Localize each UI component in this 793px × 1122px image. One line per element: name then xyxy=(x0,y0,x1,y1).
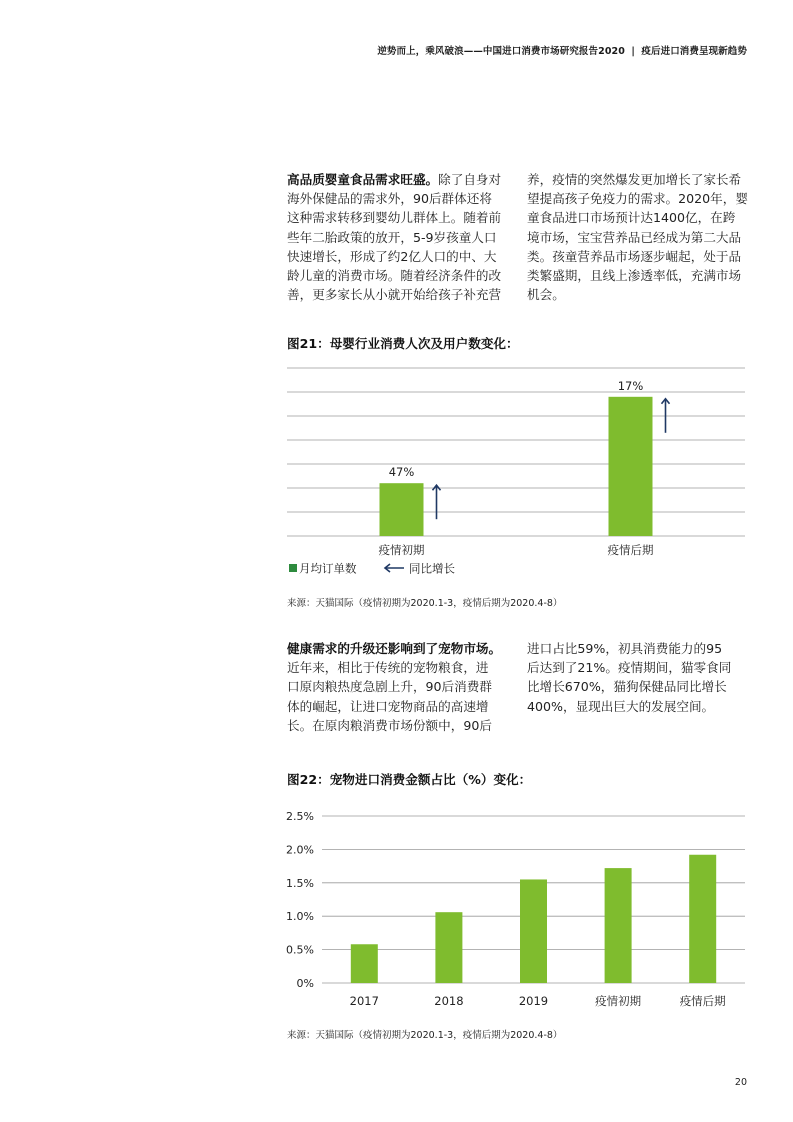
figure22-title: 图22：宠物进口消费金额占比（%）变化： xyxy=(287,772,532,787)
figure22-ytick-labels xyxy=(286,810,314,990)
header-separator: | xyxy=(631,46,635,57)
para2-right-column xyxy=(527,639,759,716)
figure22-chart xyxy=(0,800,793,1020)
para1-right-column xyxy=(527,170,759,304)
figure22-ytick-1: 0.5% xyxy=(286,943,314,957)
figure21-gridlines xyxy=(287,368,745,536)
para1-right-line-1: 望提高孩子免疫力的需求。2020年，婴 xyxy=(527,191,748,207)
page-number: 20 xyxy=(734,1077,747,1088)
para2-left-column xyxy=(287,639,519,735)
para1-left-line-2: 这种需求转移到婴幼儿群体上。随着前 xyxy=(287,210,502,226)
figure21-category-label-1: 疫情后期 xyxy=(607,543,654,557)
para2-left-line-1: 口原肉粮热度急剧上升，90后消费群 xyxy=(287,679,492,695)
para1-right-line-3: 境市场，宝宝营养品已经成为第二大品 xyxy=(527,229,742,245)
para2-left-line-2: 体的崛起，让进口宠物商品的高速增 xyxy=(287,698,489,714)
legend-arrow-icon xyxy=(385,564,404,572)
figure22-bar-3 xyxy=(605,868,632,983)
figure22-xtick-0: 2017 xyxy=(349,994,379,1008)
para2-right-line-3: 400%，显现出巨大的发展空间。 xyxy=(527,698,715,714)
figure21-growth-label-0: 47% xyxy=(388,465,415,480)
para1-left-line-4: 快速增长，形成了约2亿人口的中、大 xyxy=(287,248,497,264)
figure22-ytick-3: 1.5% xyxy=(286,876,314,890)
figure22-bars xyxy=(351,855,716,983)
figure21-up-arrow-0 xyxy=(433,485,441,519)
legend-bar-label: 月均订单数 xyxy=(299,561,357,576)
para2-lead: 健康需求的升级还影响到了宠物市场。 xyxy=(287,641,502,656)
para1-right-line-4: 类。孩童营养品市场逐步崛起，处于品 xyxy=(527,248,742,264)
legend-square xyxy=(289,564,297,572)
figure22-xtick-1: 2018 xyxy=(434,994,464,1008)
para1-right-line-0: 养，疫情的突然爆发更加增长了家长希 xyxy=(527,172,742,187)
para1-left-line-5: 龄儿童的消费市场。随着经济条件的改 xyxy=(287,268,502,284)
figure21-source: 来源：天猫国际（疫情初期为2020.1-3，疫情后期为2020.4-8） xyxy=(287,598,563,609)
figure22-xtick-3: 疫情初期 xyxy=(595,994,642,1008)
figure22-ytick-2: 1.0% xyxy=(286,910,314,924)
figure22-xtick-4: 疫情后期 xyxy=(679,994,726,1008)
figure22-xtick-labels xyxy=(350,994,727,1008)
figure22-source: 来源：天猫国际（疫情初期为2020.1-3，疫情后期为2020.4-8） xyxy=(287,1030,563,1041)
para1-left-line-0 xyxy=(287,170,519,189)
para1-left-line-1: 海外保健品的需求外，90后群体还将 xyxy=(287,191,492,207)
figure22-bar-2 xyxy=(520,879,547,983)
para2-right-line-0: 进口占比59%，初具消费能力的95 xyxy=(527,641,723,656)
header-title: 逆势而上，乘风破浪——中国进口消费市场研究报告2020 xyxy=(377,46,625,57)
figure21-category-label-0: 疫情初期 xyxy=(378,543,425,557)
para1-left-text-0: 除了自身对 xyxy=(438,172,502,187)
para1-right-line-6: 机会。 xyxy=(527,287,565,303)
figure22-xtick-2: 2019 xyxy=(518,994,549,1008)
figure21-chart xyxy=(0,355,793,605)
para1-lead: 高品质婴童食品需求旺盛。 xyxy=(287,172,439,187)
figure22-ytick-0: 0% xyxy=(296,977,314,990)
figure22-bar-4 xyxy=(689,855,716,983)
para1-left-column xyxy=(287,170,519,304)
para1-left-line-6: 善，更多家长从小就开始给孩子补充营 xyxy=(287,287,502,303)
running-header xyxy=(377,43,747,57)
figure21-bars xyxy=(380,397,653,536)
para1-right-line-2: 童食品进口市场预计达1400亿，在跨 xyxy=(527,210,736,226)
para2-left-line-3: 长。在原肉粮消费市场份额中，90后 xyxy=(287,717,492,733)
para2-left-line-0: 近年来，相比于传统的宠物粮食，进 xyxy=(287,660,489,676)
header-section: 疫后进口消费呈现新趋势 xyxy=(641,46,747,57)
figure21-growth-label-1: 17% xyxy=(617,378,644,393)
para2-right-line-1: 后达到了21%。疫情期间，猫零食同 xyxy=(527,660,732,676)
figure22-ytick-4: 2.0% xyxy=(286,843,314,857)
figure22-ytick-5: 2.5% xyxy=(286,810,314,823)
para1-left-line-3: 些年二胎政策的放开，5-9岁孩童人口 xyxy=(287,229,497,245)
para1-right-line-5: 类繁盛期，且线上渗透率低，充满市场 xyxy=(527,268,742,284)
figure21-bar-1 xyxy=(609,397,653,536)
para2-right-line-2: 比增长670%，猫狗保健品同比增长 xyxy=(527,679,727,695)
figure22-bar-1 xyxy=(435,912,462,983)
legend-arrow-label: 同比增长 xyxy=(409,561,455,576)
figure21-title: 图21：母婴行业消费人次及用户数变化： xyxy=(287,336,519,351)
figure21-bar-0 xyxy=(380,483,424,536)
figure22-bar-0 xyxy=(351,944,378,983)
